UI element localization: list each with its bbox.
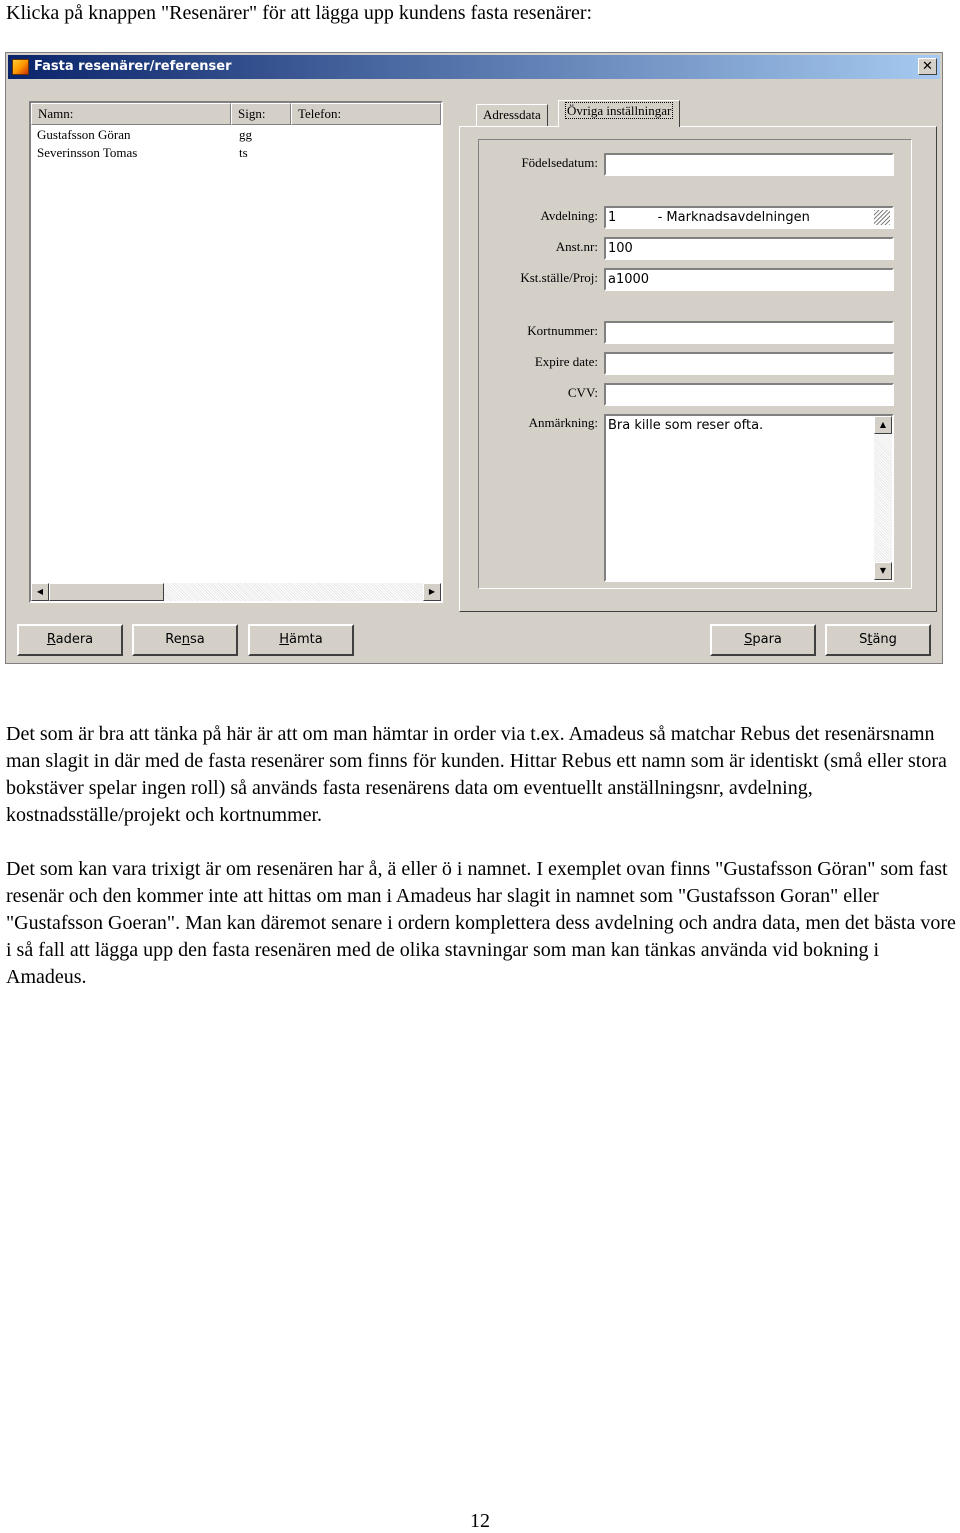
traveler-list[interactable] [29, 101, 443, 603]
scroll-up-icon[interactable]: ▲ [874, 416, 892, 434]
avdelning-value: 1 - Marknadsavdelningen [608, 210, 810, 225]
document-heading: Klicka på knappen "Resenärer" för att lägga upp kundens fasta resenärer: [6, 2, 593, 24]
anmarkning-value: Bra kille som reser ofta. [608, 418, 764, 433]
column-header-namn[interactable]: Namn: [31, 103, 231, 125]
list-item-sign: gg [239, 127, 252, 142]
column-header-telefon[interactable]: Telefon: [291, 103, 441, 125]
spara-button[interactable]: Spara [710, 624, 816, 656]
fodelsedatum-field[interactable] [604, 153, 894, 176]
expire-date-field[interactable] [604, 352, 894, 375]
label-avdelning: Avdelning: [540, 208, 598, 223]
paragraph-1: Det som är bra att tänka på här är att om man hämtar in order via t.ex. Amadeus så matchar Rebus det resenärsnamn man slagit in där med de fasta resenärer som finns för kunden. Hittar Rebus ett namn som är identiskt (små eller stora bokstäver spelar ingen roll) så används fasta resenärens data om eventuellt anställningsnr, avdelning, kostnadsställe/projekt och kortnummer. [6, 723, 947, 826]
scroll-right-icon[interactable]: ▶ [423, 583, 441, 601]
list-item[interactable] [31, 127, 441, 145]
tab-ovriga-installningar[interactable] [558, 100, 680, 127]
radera-button[interactable]: Radera [17, 624, 123, 656]
column-header-sign[interactable]: Sign: [231, 103, 291, 125]
list-item[interactable] [31, 145, 441, 163]
cvv-field[interactable] [604, 383, 894, 406]
anstnr-field[interactable]: 100 [604, 237, 894, 260]
label-fodelsedatum: Födelsedatum: [521, 155, 598, 170]
tab-label: Övriga inställningar [567, 103, 672, 118]
list-body [31, 127, 441, 163]
label-expire-date: Expire date: [534, 354, 598, 369]
label-kortnummer: Kortnummer: [527, 323, 598, 338]
window-title: Fasta resenärer/referenser [34, 59, 232, 74]
page-number: 12 [470, 1510, 490, 1532]
app-icon [12, 59, 29, 75]
hamta-button[interactable]: Hämta [248, 624, 354, 656]
scroll-down-icon[interactable]: ▼ [874, 562, 892, 580]
close-icon: ✕ [922, 59, 933, 74]
avdelning-combo[interactable] [604, 206, 894, 229]
rensa-button[interactable]: Rensa [132, 624, 238, 656]
list-item-sign: ts [239, 145, 248, 160]
label-cvv: CVV: [567, 385, 598, 400]
dropdown-grip-icon[interactable] [874, 210, 890, 225]
list-item-name: Gustafsson Göran [37, 127, 131, 142]
close-button[interactable] [918, 58, 937, 75]
paragraph-2: Det som kan vara trixigt är om resenären har å, ä eller ö i namnet. I exemplet ovan finns "Gustafsson Göran" som fast resenär och den kommer inte att hittas om man i Amadeus har slagit in namnet som "Gustafsson Goran" eller "Gustafsson Goeran". Man kan däremot senare i ordern komplettera dess avdelning och andra data, men det bästa vore i så fall att lägga upp den fasta resenären med de olika stavningar som man kan tänkas använda vid bokning i Amadeus. [6, 858, 956, 988]
label-kststalle: Kst.ställe/Proj: [520, 270, 598, 285]
kststalle-field[interactable]: a1000 [604, 268, 894, 291]
horizontal-scrollbar[interactable] [31, 583, 441, 601]
scroll-left-icon[interactable]: ◀ [31, 583, 49, 601]
label-anmarkning: Anmärkning: [528, 415, 598, 430]
stang-button[interactable]: Stäng [825, 624, 931, 656]
list-item-name: Severinsson Tomas [37, 145, 138, 160]
scroll-thumb[interactable] [49, 583, 164, 601]
kortnummer-field[interactable] [604, 321, 894, 344]
tab-adressdata[interactable]: Adressdata [476, 104, 548, 126]
list-header [31, 103, 441, 125]
label-anstnr: Anst.nr: [555, 239, 598, 254]
anmarkning-textarea[interactable] [604, 414, 894, 582]
vertical-scrollbar[interactable] [874, 416, 892, 580]
title-bar[interactable] [8, 55, 940, 79]
